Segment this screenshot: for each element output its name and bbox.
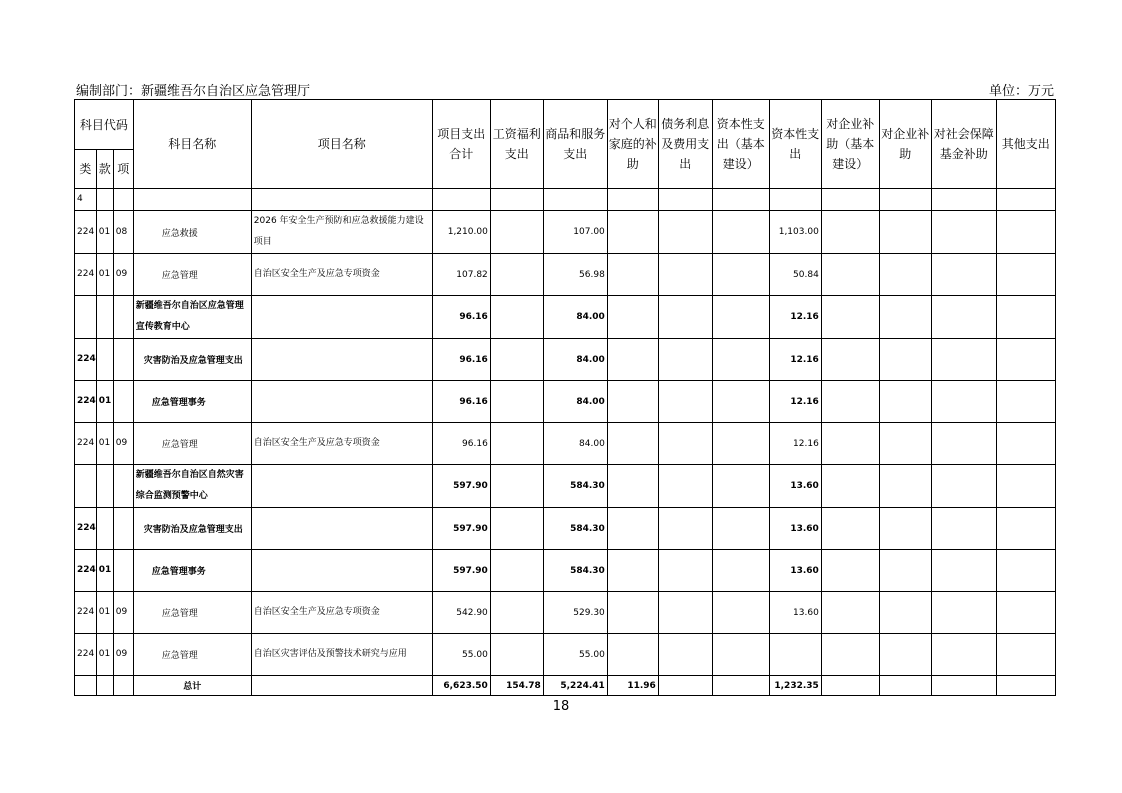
cell-capital: 13.60 (769, 508, 821, 550)
cell-debt (658, 550, 712, 592)
cell-social (931, 339, 996, 381)
cell-kuan (96, 508, 113, 550)
cell-total: 96.16 (432, 296, 490, 339)
table-row (75, 211, 1056, 254)
cell-total: 107.82 (432, 254, 490, 296)
cell-ent (879, 211, 931, 254)
cell-ent (879, 254, 931, 296)
cell-other (996, 296, 1055, 339)
cell-total: 96.16 (432, 423, 490, 465)
budget-table (74, 99, 1056, 696)
cell-ent-basic (821, 634, 879, 676)
cell-capital: 13.60 (769, 550, 821, 592)
cell-lei: 224 (75, 211, 97, 254)
header-other: 其他支出 (996, 100, 1055, 189)
cell-total (432, 189, 490, 211)
cell-wage (490, 254, 543, 296)
header-goods: 商品和服务支出 (543, 100, 607, 189)
cell-capital: 12.16 (769, 296, 821, 339)
cell-social (931, 254, 996, 296)
header-wage: 工资福利支出 (490, 100, 543, 189)
cell-personal (607, 296, 658, 339)
cell-goods (543, 189, 607, 211)
cell-capital (769, 189, 821, 211)
cell-subject: 应急管理事务 (133, 550, 251, 592)
cell-social (931, 381, 996, 423)
cell-other (996, 381, 1055, 423)
cell-lei: 224 (75, 381, 97, 423)
cell-wage (490, 189, 543, 211)
cell-other (996, 423, 1055, 465)
cell-xiang (113, 508, 133, 550)
header-capital-basic: 资本性支出（基本建设） (712, 100, 769, 189)
cell-project (251, 296, 432, 339)
cell-kuan: 01 (96, 254, 113, 296)
cell-goods: 107.00 (543, 211, 607, 254)
cell-debt (658, 296, 712, 339)
cell-capital-basic (712, 296, 769, 339)
cell-social (931, 465, 996, 508)
cell-personal (607, 211, 658, 254)
header-capital: 资本性支出 (769, 100, 821, 189)
total-debt (658, 676, 712, 696)
cell-personal (607, 550, 658, 592)
cell-personal (607, 423, 658, 465)
cell-lei (75, 296, 97, 339)
cell-other (996, 550, 1055, 592)
cell-wage (490, 592, 543, 634)
cell-personal (607, 254, 658, 296)
total-goods: 5,224.41 (543, 676, 607, 696)
total-personal: 11.96 (607, 676, 658, 696)
cell-kuan: 01 (96, 211, 113, 254)
total-ent (879, 676, 931, 696)
cell-lei: 224 (75, 423, 97, 465)
cell-total: 597.90 (432, 465, 490, 508)
cell-debt (658, 339, 712, 381)
cell-subject: 应急管理 (133, 634, 251, 676)
table-row (75, 634, 1056, 676)
cell-empty (75, 676, 97, 696)
cell-empty (96, 676, 113, 696)
cell-social (931, 634, 996, 676)
cell-wage (490, 211, 543, 254)
cell-other (996, 508, 1055, 550)
cell-social (931, 508, 996, 550)
cell-wage (490, 634, 543, 676)
total-capital: 1,232.35 (769, 676, 821, 696)
header-ent-basic: 对企业补助（基本建设） (821, 100, 879, 189)
cell-project: 自治区安全生产及应急专项资金 (251, 592, 432, 634)
header-social: 对社会保障基金补助 (931, 100, 996, 189)
header-ent: 对企业补助 (879, 100, 931, 189)
cell-kuan: 01 (96, 592, 113, 634)
cell-empty (113, 676, 133, 696)
cell-other (996, 339, 1055, 381)
cell-personal (607, 381, 658, 423)
cell-capital (769, 634, 821, 676)
table-row (75, 339, 1056, 381)
cell-total: 597.90 (432, 550, 490, 592)
cell-debt (658, 211, 712, 254)
table-row (75, 508, 1056, 550)
cell-kuan (96, 465, 113, 508)
cell-xiang (113, 550, 133, 592)
cell-kuan: 01 (96, 550, 113, 592)
cell-subject: 应急管理 (133, 423, 251, 465)
total-wage: 154.78 (490, 676, 543, 696)
totals-row (75, 676, 1056, 696)
cell-lei: 224 (75, 550, 97, 592)
table-row (75, 465, 1056, 508)
cell-ent-basic (821, 423, 879, 465)
cell-lei: 4 (75, 189, 97, 211)
cell-other (996, 254, 1055, 296)
cell-capital-basic (712, 465, 769, 508)
cell-capital: 50.84 (769, 254, 821, 296)
cell-other (996, 189, 1055, 211)
cell-ent-basic (821, 592, 879, 634)
cell-ent (879, 465, 931, 508)
cell-capital: 12.16 (769, 339, 821, 381)
cell-debt (658, 508, 712, 550)
cell-subject (133, 189, 251, 211)
cell-capital-basic (712, 189, 769, 211)
cell-goods: 584.30 (543, 508, 607, 550)
cell-total: 542.90 (432, 592, 490, 634)
cell-project (251, 381, 432, 423)
cell-project (251, 550, 432, 592)
cell-xiang (113, 189, 133, 211)
cell-debt (658, 465, 712, 508)
cell-goods: 584.30 (543, 465, 607, 508)
table-row (75, 296, 1056, 339)
cell-capital: 13.60 (769, 592, 821, 634)
cell-xiang (113, 465, 133, 508)
header-project: 项目名称 (251, 100, 432, 189)
cell-total: 96.16 (432, 339, 490, 381)
cell-ent-basic (821, 296, 879, 339)
cell-capital: 13.60 (769, 465, 821, 508)
header-kuan: 款 (96, 150, 113, 189)
cell-xiang (113, 381, 133, 423)
header-xiang: 项 (113, 150, 133, 189)
cell-ent-basic (821, 254, 879, 296)
cell-project: 自治区灾害评估及预警技术研究与应用 (251, 634, 432, 676)
cell-lei: 224 (75, 592, 97, 634)
header-total: 项目支出合计 (432, 100, 490, 189)
cell-wage (490, 508, 543, 550)
cell-ent (879, 381, 931, 423)
cell-subject: 灾害防治及应急管理支出 (133, 508, 251, 550)
cell-lei: 224 (75, 339, 97, 381)
cell-wage (490, 423, 543, 465)
cell-capital-basic (712, 423, 769, 465)
cell-total: 1,210.00 (432, 211, 490, 254)
cell-subject: 应急救援 (133, 211, 251, 254)
table-row (75, 189, 1056, 211)
cell-personal (607, 508, 658, 550)
cell-social (931, 423, 996, 465)
header-personal: 对个人和家庭的补助 (607, 100, 658, 189)
cell-subject: 应急管理事务 (133, 381, 251, 423)
cell-debt (658, 254, 712, 296)
table-row (75, 550, 1056, 592)
cell-personal (607, 189, 658, 211)
header-debt: 债务利息及费用支出 (658, 100, 712, 189)
cell-subject: 新疆维吾尔自治区应急管理宣传教育中心 (133, 296, 251, 339)
cell-social (931, 550, 996, 592)
cell-social (931, 189, 996, 211)
cell-project (251, 676, 432, 696)
cell-lei: 224 (75, 508, 97, 550)
header-code-group: 科目代码 (75, 100, 134, 150)
cell-xiang (113, 296, 133, 339)
department-label: 编制部门：新疆维吾尔自治区应急管理厅 (76, 84, 311, 99)
cell-goods: 84.00 (543, 296, 607, 339)
cell-subject: 灾害防治及应急管理支出 (133, 339, 251, 381)
cell-personal (607, 634, 658, 676)
cell-subject: 应急管理 (133, 254, 251, 296)
cell-debt (658, 381, 712, 423)
cell-goods: 529.30 (543, 592, 607, 634)
cell-ent (879, 592, 931, 634)
cell-ent (879, 296, 931, 339)
cell-kuan: 01 (96, 381, 113, 423)
cell-capital-basic (712, 550, 769, 592)
cell-capital: 1,103.00 (769, 211, 821, 254)
cell-wage (490, 550, 543, 592)
cell-personal (607, 465, 658, 508)
cell-total: 597.90 (432, 508, 490, 550)
cell-kuan: 01 (96, 423, 113, 465)
cell-project (251, 508, 432, 550)
cell-ent-basic (821, 550, 879, 592)
cell-social (931, 592, 996, 634)
cell-capital: 12.16 (769, 381, 821, 423)
cell-kuan (96, 189, 113, 211)
cell-subject: 应急管理 (133, 592, 251, 634)
total-total: 6,623.50 (432, 676, 490, 696)
cell-lei: 224 (75, 254, 97, 296)
cell-xiang: 08 (113, 211, 133, 254)
cell-personal (607, 592, 658, 634)
cell-personal (607, 339, 658, 381)
cell-capital-basic (712, 339, 769, 381)
cell-xiang: 09 (113, 254, 133, 296)
cell-social (931, 211, 996, 254)
cell-ent-basic (821, 189, 879, 211)
cell-ent-basic (821, 508, 879, 550)
cell-ent (879, 339, 931, 381)
cell-goods: 55.00 (543, 634, 607, 676)
cell-project (251, 465, 432, 508)
cell-kuan (96, 296, 113, 339)
cell-other (996, 592, 1055, 634)
cell-project: 自治区安全生产及应急专项资金 (251, 423, 432, 465)
cell-goods: 584.30 (543, 550, 607, 592)
page-number: 18 (552, 699, 570, 714)
cell-kuan (96, 339, 113, 381)
cell-wage (490, 381, 543, 423)
header-subject: 科目名称 (133, 100, 251, 189)
cell-social (931, 296, 996, 339)
cell-other (996, 465, 1055, 508)
header-lei: 类 (75, 150, 97, 189)
cell-subject: 新疆维吾尔自治区自然灾害综合监测预警中心 (133, 465, 251, 508)
cell-capital-basic (712, 634, 769, 676)
cell-goods: 56.98 (543, 254, 607, 296)
total-social (931, 676, 996, 696)
cell-debt (658, 634, 712, 676)
cell-lei (75, 465, 97, 508)
cell-goods: 84.00 (543, 381, 607, 423)
cell-wage (490, 296, 543, 339)
cell-capital-basic (712, 508, 769, 550)
cell-wage (490, 339, 543, 381)
cell-other (996, 634, 1055, 676)
cell-ent-basic (821, 381, 879, 423)
cell-debt (658, 423, 712, 465)
cell-other (996, 211, 1055, 254)
cell-xiang: 09 (113, 634, 133, 676)
cell-ent (879, 423, 931, 465)
cell-lei: 224 (75, 634, 97, 676)
total-ent-basic (821, 676, 879, 696)
cell-xiang (113, 339, 133, 381)
cell-capital-basic (712, 592, 769, 634)
cell-capital-basic (712, 211, 769, 254)
cell-xiang: 09 (113, 423, 133, 465)
cell-ent-basic (821, 211, 879, 254)
cell-goods: 84.00 (543, 339, 607, 381)
cell-capital: 12.16 (769, 423, 821, 465)
cell-project: 2026 年安全生产预防和应急救援能力建设项目 (251, 211, 432, 254)
total-capital-basic (712, 676, 769, 696)
totals-label: 总计 (133, 676, 251, 696)
cell-ent (879, 508, 931, 550)
unit-label: 单位：万元 (988, 84, 1054, 99)
cell-project: 自治区安全生产及应急专项资金 (251, 254, 432, 296)
cell-ent (879, 189, 931, 211)
cell-kuan: 01 (96, 634, 113, 676)
table-row (75, 423, 1056, 465)
cell-ent-basic (821, 339, 879, 381)
cell-project (251, 189, 432, 211)
cell-debt (658, 189, 712, 211)
cell-ent (879, 550, 931, 592)
table-row (75, 381, 1056, 423)
cell-total: 96.16 (432, 381, 490, 423)
cell-ent (879, 634, 931, 676)
cell-ent-basic (821, 465, 879, 508)
table-row (75, 592, 1056, 634)
cell-capital-basic (712, 254, 769, 296)
total-other (996, 676, 1055, 696)
cell-xiang: 09 (113, 592, 133, 634)
cell-wage (490, 465, 543, 508)
cell-goods: 84.00 (543, 423, 607, 465)
table-row (75, 254, 1056, 296)
cell-project (251, 339, 432, 381)
cell-capital-basic (712, 381, 769, 423)
cell-total: 55.00 (432, 634, 490, 676)
cell-debt (658, 592, 712, 634)
